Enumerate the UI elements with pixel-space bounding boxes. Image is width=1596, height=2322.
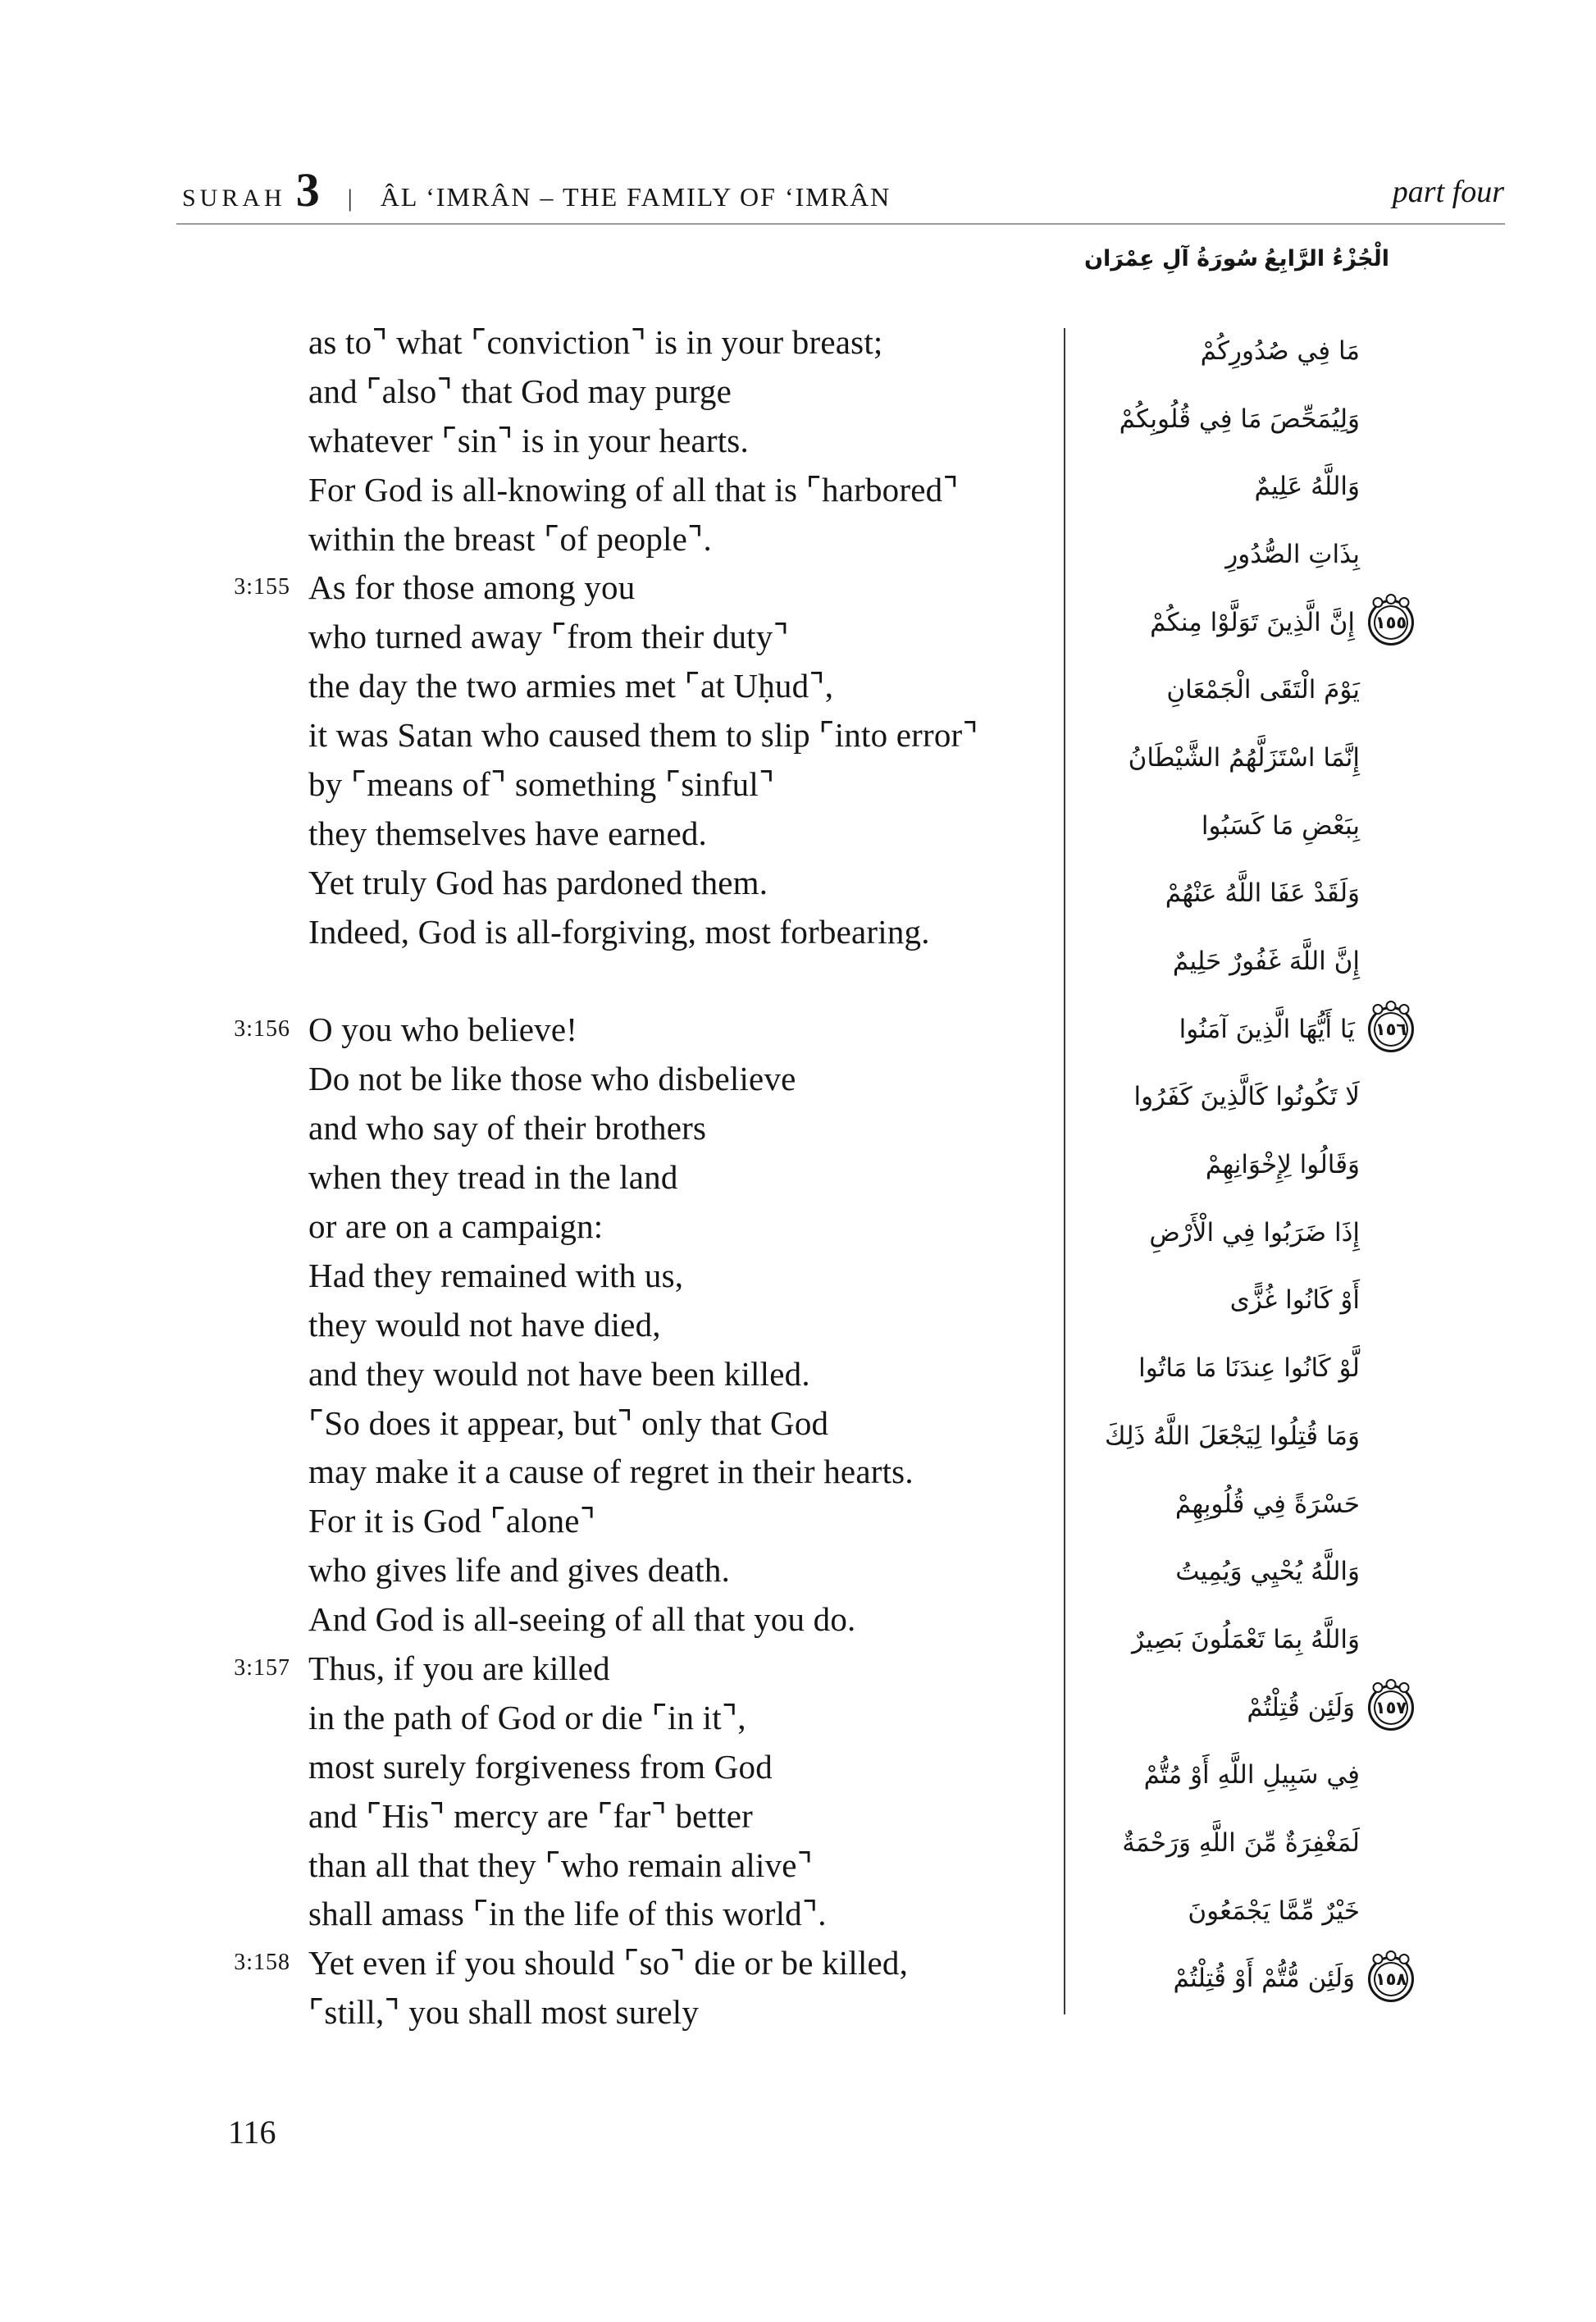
translation-line bbox=[308, 661, 978, 710]
arabic-text: وَاللَّهُ بِمَا تَعْمَلُونَ بَصِيرٌ bbox=[1132, 1624, 1360, 1654]
surah-label: SURAH bbox=[182, 185, 286, 212]
translation-text: or are on a campaign: bbox=[308, 1207, 604, 1245]
arabic-text: وَاللَّهُ يُحْيِي وَيُمِيتُ bbox=[1175, 1557, 1360, 1587]
translation-text: Do not be like those who disbelieve bbox=[308, 1060, 796, 1098]
translation-line bbox=[308, 1791, 978, 1841]
arabic-line bbox=[1024, 1199, 1414, 1267]
arabic-text: وَلَقَدْ عَفَا اللَّهُ عَنْهُمْ bbox=[1165, 878, 1360, 909]
surah-number: 3 bbox=[295, 163, 320, 217]
arabic-text: لَمَغْفِرَةٌ مِّنَ اللَّهِ وَرَحْمَةٌ bbox=[1122, 1827, 1360, 1858]
translation-column bbox=[234, 317, 978, 2037]
arabic-text: يَوْمَ الْتَقَى الْجَمْعَانِ bbox=[1166, 675, 1360, 705]
arabic-text: وَلِيُمَحِّصَ مَا فِي قُلُوبِكُمْ bbox=[1119, 404, 1360, 434]
translation-line bbox=[308, 1202, 978, 1251]
arabic-text: مَا فِي صُدُورِكُمْ bbox=[1200, 335, 1360, 366]
arabic-line bbox=[1024, 385, 1414, 454]
translation-line bbox=[308, 612, 978, 661]
translation-line bbox=[308, 1349, 978, 1398]
translation-text: and ⌜also⌝ that God may purge bbox=[308, 372, 732, 410]
translation-text: For it is God ⌜alone⌝ bbox=[308, 1502, 596, 1540]
translation-line bbox=[308, 1496, 978, 1545]
translation-line bbox=[308, 1152, 978, 1202]
header-separator: | bbox=[347, 185, 353, 212]
translation-line bbox=[308, 367, 978, 416]
arabic-line bbox=[1024, 860, 1414, 928]
arabic-line bbox=[1024, 1267, 1414, 1335]
translation-text: than all that they ⌜who remain alive⌝ bbox=[308, 1845, 814, 1884]
translation-line bbox=[308, 1447, 978, 1496]
arabic-line bbox=[1024, 1064, 1414, 1132]
translation-text: As for those among you bbox=[308, 568, 636, 607]
surah-title: ÂL ‘IMRÂN – THE FAMILY OF ‘IMRÂN bbox=[380, 182, 891, 212]
translation-text: Yet even if you should ⌜so⌝ die or be killed, bbox=[308, 1944, 909, 1982]
arabic-text: خَيْرٌ مِّمَّا يَجْمَعُونَ bbox=[1188, 1895, 1360, 1926]
translation-line bbox=[308, 1890, 978, 1939]
translation-line bbox=[308, 710, 978, 760]
arabic-juz-label: الْجُزْءُ الرَّابِعُ bbox=[1264, 246, 1389, 271]
arabic-text: إِنَّ الَّذِينَ تَوَلَّوْا مِنكُمْ bbox=[1150, 607, 1355, 637]
translation-line bbox=[308, 1398, 978, 1448]
arabic-text: وَلَئِن مُّتُّمْ أَوْ قُتِلْتُمْ bbox=[1173, 1964, 1355, 1994]
arabic-text: وَمَا قُتِلُوا لِيَجْعَلَ اللَّهُ ذَلِكَ bbox=[1104, 1421, 1360, 1451]
arabic-text: إِنَّمَا اسْتَزَلَّهُمُ الشَّيْطَانُ bbox=[1128, 742, 1360, 773]
translation-line bbox=[308, 1054, 978, 1103]
verse-ref: 3:158 bbox=[234, 1950, 290, 1976]
arabic-line bbox=[1024, 1606, 1414, 1674]
translation-text: and ⌜His⌝ mercy are ⌜far⌝ better bbox=[308, 1796, 754, 1835]
arabic-text: إِذَا ضَرَبُوا فِي الْأَرْضِ bbox=[1149, 1217, 1360, 1248]
translation-line bbox=[234, 1005, 978, 1054]
translation-line bbox=[308, 465, 978, 514]
verse-medallion: ١٥٧ bbox=[1368, 1685, 1414, 1731]
translation-text: in the path of God or die ⌜in it⌝, bbox=[308, 1698, 746, 1736]
translation-text: O you who believe! bbox=[308, 1010, 578, 1049]
translation-line bbox=[308, 760, 978, 809]
translation-line bbox=[308, 416, 978, 465]
arabic-line bbox=[1024, 589, 1414, 657]
arabic-text: فِي سَبِيلِ اللَّهِ أَوْ مُتُّمْ bbox=[1143, 1760, 1360, 1791]
arabic-text: بِذَاتِ الصُّدُورِ bbox=[1225, 539, 1360, 569]
translation-line bbox=[308, 809, 978, 858]
translation-text: they themselves have earned. bbox=[308, 814, 708, 852]
translation-text: within the breast ⌜of people⌝. bbox=[308, 519, 712, 558]
arabic-text: وَلَئِن قُتِلْتُمْ bbox=[1247, 1692, 1355, 1722]
translation-text: shall amass ⌜in the life of this world⌝. bbox=[308, 1895, 827, 1933]
arabic-line bbox=[1024, 1674, 1414, 1742]
translation-line bbox=[308, 1693, 978, 1742]
translation-text: ⌜So does it appear, but⌝ only that God bbox=[308, 1403, 829, 1442]
arabic-column bbox=[1024, 317, 1414, 2013]
arabic-line bbox=[1024, 792, 1414, 860]
translation-text: Yet truly God has pardoned them. bbox=[308, 863, 768, 901]
arabic-line bbox=[1024, 1131, 1414, 1199]
translation-line bbox=[308, 1841, 978, 1890]
verse-medallion: ١٥٦ bbox=[1368, 1006, 1414, 1052]
arabic-text: إِنَّ اللَّهَ غَفُورٌ حَلِيمٌ bbox=[1172, 947, 1360, 977]
translation-text: who gives life and gives death. bbox=[308, 1551, 731, 1590]
translation-line bbox=[308, 1987, 978, 2037]
arabic-line bbox=[1024, 1877, 1414, 1946]
translation-text: Thus, if you are killed bbox=[308, 1649, 610, 1687]
translation-text: they would not have died, bbox=[308, 1305, 661, 1343]
translation-text: For God is all-knowing of all that is ⌜harbored⌝ bbox=[308, 470, 959, 509]
translation-line bbox=[308, 1251, 978, 1300]
translation-text: Had they remained with us, bbox=[308, 1256, 684, 1294]
running-header bbox=[182, 163, 891, 217]
translation-text: who turned away ⌜from their duty⌝ bbox=[308, 618, 789, 656]
arabic-line bbox=[1024, 1403, 1414, 1471]
translation-line bbox=[308, 1300, 978, 1349]
translation-line bbox=[234, 1938, 978, 1987]
arabic-line bbox=[1024, 317, 1414, 385]
arabic-running-header bbox=[1084, 246, 1389, 271]
translation-text: And God is all-seeing of all that you do. bbox=[308, 1600, 856, 1639]
translation-text: and who say of their brothers bbox=[308, 1109, 707, 1147]
arabic-line bbox=[1024, 1334, 1414, 1403]
arabic-line bbox=[1024, 1471, 1414, 1539]
arabic-line bbox=[1024, 928, 1414, 996]
translation-line bbox=[308, 1594, 978, 1644]
arabic-text: بِبَعْضِ مَا كَسَبُوا bbox=[1201, 810, 1360, 841]
translation-line bbox=[308, 858, 978, 907]
translation-text: most surely forgiveness from God bbox=[308, 1747, 773, 1786]
part-label: part four bbox=[1392, 175, 1504, 209]
translation-text: whatever ⌜sin⌝ is in your hearts. bbox=[308, 421, 749, 459]
translation-line bbox=[308, 907, 978, 956]
arabic-text: أَوْ كَانُوا غُزًّى bbox=[1229, 1285, 1360, 1316]
translation-text: when they tread in the land bbox=[308, 1158, 678, 1197]
translation-text: the day the two armies met ⌜at Uḥud⌝, bbox=[308, 667, 834, 705]
translation-line bbox=[308, 1742, 978, 1791]
header-rule bbox=[176, 223, 1505, 225]
arabic-line bbox=[1024, 656, 1414, 724]
verse-ref: 3:157 bbox=[234, 1654, 290, 1681]
verse-ref: 3:156 bbox=[234, 1016, 290, 1042]
arabic-line bbox=[1024, 724, 1414, 792]
arabic-text: لَا تَكُونُوا كَالَّذِينَ كَفَرُوا bbox=[1133, 1082, 1360, 1112]
translation-line bbox=[308, 317, 978, 367]
translation-line bbox=[308, 1545, 978, 1594]
verse-medallion: ١٥٨ bbox=[1368, 1956, 1414, 2002]
translation-text: may make it a cause of regret in their hearts. bbox=[308, 1453, 914, 1491]
arabic-text: لَّوْ كَانُوا عِندَنَا مَا مَاتُوا bbox=[1138, 1353, 1360, 1384]
translation-text: Indeed, God is all-forgiving, most forbearing. bbox=[308, 912, 930, 951]
translation-line bbox=[308, 514, 978, 563]
arabic-text: حَسْرَةً فِي قُلُوبِهِمْ bbox=[1174, 1489, 1360, 1519]
arabic-line bbox=[1024, 521, 1414, 589]
arabic-text: وَقَالُوا لِإِخْوَانِهِمْ bbox=[1205, 1150, 1360, 1180]
arabic-surah-name: سُورَةُ آلِ عِمْرَان bbox=[1084, 246, 1259, 271]
translation-text: as to⌝ what ⌜conviction⌝ is in your breast; bbox=[308, 322, 883, 361]
translation-line bbox=[234, 1644, 978, 1693]
arabic-text: وَاللَّهُ عَلِيمٌ bbox=[1254, 472, 1360, 502]
translation-line bbox=[308, 1103, 978, 1152]
translation-text: it was Satan who caused them to slip ⌜into error⌝ bbox=[308, 716, 978, 755]
translation-text: by ⌜means of⌝ something ⌜sinful⌝ bbox=[308, 764, 775, 803]
arabic-line bbox=[1024, 1946, 1414, 2014]
translation-text: and they would not have been killed. bbox=[308, 1354, 810, 1393]
translation-line bbox=[234, 563, 978, 612]
page-number: 116 bbox=[228, 2114, 276, 2151]
arabic-line bbox=[1024, 1809, 1414, 1877]
translation-text: ⌜still,⌝ you shall most surely bbox=[308, 1993, 700, 2032]
arabic-line bbox=[1024, 996, 1414, 1064]
arabic-line bbox=[1024, 1538, 1414, 1606]
arabic-text: يَا أَيُّهَا الَّذِينَ آمَنُوا bbox=[1179, 1014, 1355, 1044]
arabic-line bbox=[1024, 453, 1414, 521]
verse-ref: 3:155 bbox=[234, 574, 290, 600]
verse-medallion: ١٥٥ bbox=[1368, 600, 1414, 646]
arabic-line bbox=[1024, 1741, 1414, 1809]
